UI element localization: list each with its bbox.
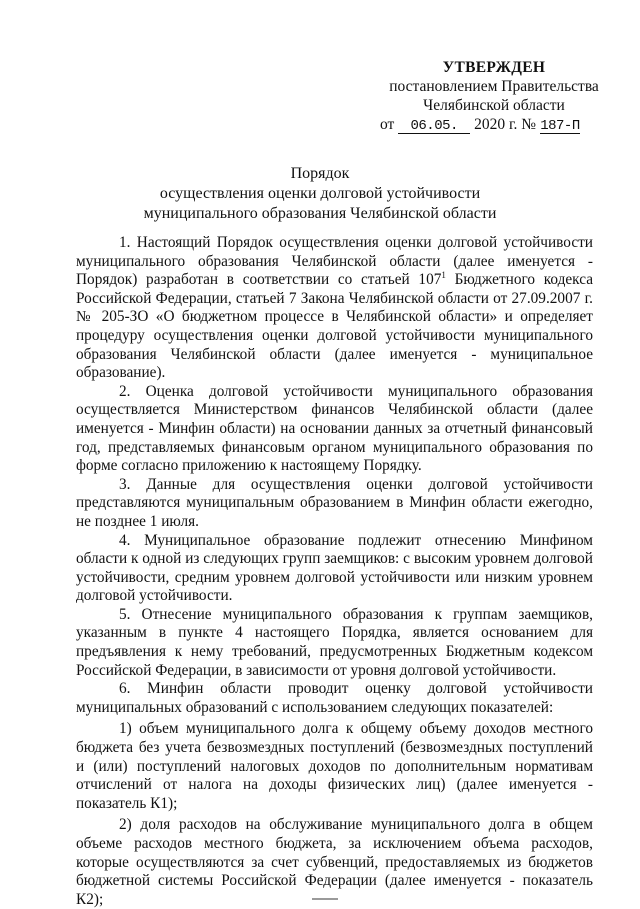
approval-date-line (374, 115, 614, 134)
title-line-1: Порядок (290, 165, 350, 182)
document-title (40, 164, 600, 224)
paragraph-3: 3. Данные для осуществления оценки долговой устойчивости представляются муниципальным образованием в Минфин области ежегодно, не позднее 1 июля. (76, 475, 593, 530)
title-line-2: осуществления оценки долговой устойчивости (159, 185, 481, 202)
paragraph-6-item-2: 2) доля расходов на обслуживание муниципального долга в общем объеме расходов местного бюджета, за исключением объема расходов, которые осуществляются за счет субвенций, предоставляемых из бюджетов бюджетной системы Российской Федерации (далее именуется - показатель К2); (76, 816, 593, 908)
approval-line-region: Челябинской области (423, 97, 565, 114)
date-prefix: от (380, 116, 395, 133)
approval-line-government: постановлением Правительства (389, 78, 599, 95)
paragraph-2: 2. Оценка долговой устойчивости муниципального образования осуществляется Министерством финансов Челябинской области (далее именуется - Минфин области) на основании данных за отчетный финансовый год, представляемых финансовым органом муниципального образования по форме согласно приложению к настоящему Порядку. (76, 382, 593, 475)
approval-year: 2020 г. № (474, 116, 537, 133)
paragraph-1 (76, 234, 593, 383)
paragraph-5: 5. Отнесение муниципального образования к группам заемщиков, указанным в пункте 4 настоящего Порядка, является основанием для предъявления к нему требований, предусмотренных Бюджетным кодексом Российской Федерации, в зависимости от уровня долговой устойчивости. (76, 605, 593, 679)
approval-number: 187-П (540, 118, 580, 134)
approved-heading: УТВЕРЖДЕН (442, 59, 546, 76)
page-bottom-mark (312, 898, 338, 900)
paragraph-6-item-1: 1) объем муниципального долга к общему объему доходов местного бюджета без учета безвозмездных поступлений (безвозмездных поступлений и (или) поступлений налоговых доходов по дополнительным нормативам отчислений от налога на доходы физических лиц) (далее именуется - показатель К1); (76, 720, 593, 812)
paragraph-4: 4. Муниципальное образование подлежит отнесению Минфином области к одной из следующих групп заемщиков: с высоким уровнем долговой устойчивости, средним уровнем долговой устойчивости или низким уровнем долговой устойчивости. (76, 531, 593, 605)
paragraph-6: 6. Минфин области проводит оценку долговой устойчивости муниципальных образований с использованием следующих показателей: (76, 680, 593, 716)
document-body (76, 234, 593, 909)
approval-stamp (374, 58, 614, 134)
paragraph-1-part-a: 1. Настоящий Порядок осуществления оценки долговой устойчивости муниципального образования Челябинской области (далее именуется - Порядок) разработан в соответствии со статьей 107 (76, 234, 593, 289)
paragraph-1-part-b: Бюджетного кодекса Российской Федерации, статьей 7 Закона Челябинской области от 27.09.2007 г. № 205-ЗО «О бюджетном процессе в Челябинской области» и определяет процедуру осуществления оценки долговой устойчивости муниципального образования Челябинской области (далее именуется - муниципальное образование). (76, 271, 593, 382)
title-line-3: муниципального образования Челябинской области (143, 205, 497, 222)
article-superscript: 1 (441, 270, 446, 281)
approval-date: 06.05. (398, 119, 470, 134)
